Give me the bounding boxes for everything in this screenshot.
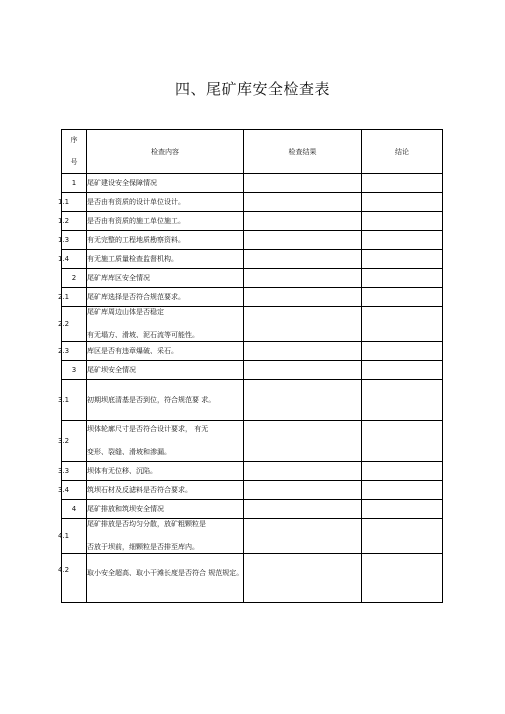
row-result-cell[interactable]: [244, 519, 362, 554]
table-row: [62, 250, 443, 269]
row-content-line-2: 否放于坝前，细颗粒是否排至库内。: [87, 543, 199, 551]
row-content: 库区是否有违章爆破、采石。: [87, 342, 244, 361]
row-number: 3.1: [58, 380, 83, 421]
row-content-line-1: 尾矿排放是否均匀分散，放矿粗颗粒是: [87, 520, 206, 528]
row-result-cell[interactable]: [244, 307, 362, 342]
table-row: [62, 462, 443, 481]
row-conclusion-cell[interactable]: [362, 288, 443, 307]
table-row: [62, 288, 443, 307]
row-result-cell[interactable]: [244, 193, 362, 212]
table-row: [62, 554, 443, 603]
row-content: 是否由有资质的设计单位设计。: [87, 193, 244, 212]
header-check-content: 检查内容: [87, 130, 244, 174]
row-number: 4.1: [58, 519, 83, 554]
row-number: 1.3: [58, 231, 83, 250]
row-conclusion-cell[interactable]: [362, 421, 443, 462]
row-result-cell[interactable]: [244, 250, 362, 269]
row-content-line-1: 尾矿库周边山体是否稳定: [87, 308, 164, 316]
table-row: [62, 481, 443, 500]
row-number: 2: [62, 269, 87, 288]
row-content: 尾矿排放和筑坝安全情况: [87, 500, 244, 519]
row-conclusion-cell[interactable]: [362, 554, 443, 603]
row-content-line-1: 坝体轮廓尺寸是否符合设计要求， 有无: [87, 425, 209, 433]
row-content: 尾矿建设安全保障情况: [87, 174, 244, 193]
row-number: 1.4: [58, 250, 83, 269]
page-title: 四、尾矿库安全检查表: [174, 80, 330, 98]
row-conclusion-cell[interactable]: [362, 500, 443, 519]
row-conclusion-cell[interactable]: [362, 481, 443, 500]
table-row: [62, 193, 443, 212]
row-number: 1.2: [58, 212, 83, 231]
safety-checklist-table: [58, 129, 443, 603]
row-conclusion-cell[interactable]: [362, 380, 443, 421]
header-conclusion: 结论: [362, 130, 443, 174]
row-conclusion-cell[interactable]: [362, 193, 443, 212]
row-conclusion-cell[interactable]: [362, 250, 443, 269]
table-row: [62, 212, 443, 231]
row-content: [87, 519, 244, 554]
row-content: 初期坝底清基是否到位，符合规范要 求。: [87, 380, 244, 421]
row-conclusion-cell[interactable]: [362, 307, 443, 342]
row-content: 取小安全超高、取小干滩长度是否符合 规范规定。: [87, 554, 244, 603]
table-row: [62, 231, 443, 250]
table-row: [62, 361, 443, 380]
header-serial-bottom: 号: [70, 158, 78, 166]
row-number: 3: [62, 361, 87, 380]
row-result-cell[interactable]: [244, 269, 362, 288]
row-number: 2.3: [58, 342, 83, 361]
header-serial-top: 序: [70, 136, 78, 144]
row-content: 有无完整的工程地质勘察资料。: [87, 231, 244, 250]
row-number: 2.2: [58, 307, 83, 342]
row-content: 尾矿库库区安全情况: [87, 269, 244, 288]
row-result-cell[interactable]: [244, 500, 362, 519]
row-result-cell[interactable]: [244, 462, 362, 481]
table-row: [62, 174, 443, 193]
row-number: 4: [62, 500, 87, 519]
row-number: 1: [62, 174, 87, 193]
row-conclusion-cell[interactable]: [362, 269, 443, 288]
table-row: [62, 500, 443, 519]
row-result-cell[interactable]: [244, 212, 362, 231]
row-content-line-2: 变形、裂缝、滑坡和渗漏。: [87, 448, 171, 456]
row-content-line-2: 有无塌方、滑坡、泥石流等可能性。: [87, 331, 199, 339]
table-row: [62, 342, 443, 361]
row-result-cell[interactable]: [244, 380, 362, 421]
row-content: 坝体有无位移、沉陷。: [87, 462, 244, 481]
row-number: 3.3: [58, 462, 83, 481]
row-number: 3.4: [58, 481, 83, 500]
row-conclusion-cell[interactable]: [362, 462, 443, 481]
table-row: [62, 380, 443, 421]
row-result-cell[interactable]: [244, 342, 362, 361]
row-conclusion-cell[interactable]: [362, 231, 443, 250]
row-content: 是否由有资质的施工单位施工。: [87, 212, 244, 231]
row-result-cell[interactable]: [244, 481, 362, 500]
row-number: 1.1: [58, 193, 83, 212]
row-number: 3.2: [58, 421, 83, 462]
row-content: [87, 421, 244, 462]
header-check-result: 检查结果: [244, 130, 362, 174]
row-number: 2.1: [58, 288, 83, 307]
row-content: 尾矿库选择是否符合规范要求。: [87, 288, 244, 307]
table-row: [62, 421, 443, 462]
table-header-row: [62, 130, 443, 174]
row-conclusion-cell[interactable]: [362, 361, 443, 380]
row-number: 4.2: [58, 554, 83, 603]
row-conclusion-cell[interactable]: [362, 174, 443, 193]
row-result-cell[interactable]: [244, 288, 362, 307]
row-content: [87, 307, 244, 342]
row-result-cell[interactable]: [244, 174, 362, 193]
row-content: 尾矿坝安全情况: [87, 361, 244, 380]
row-conclusion-cell[interactable]: [362, 212, 443, 231]
row-result-cell[interactable]: [244, 421, 362, 462]
row-conclusion-cell[interactable]: [362, 342, 443, 361]
table-row: [62, 307, 443, 342]
row-result-cell[interactable]: [244, 554, 362, 603]
row-content: 筑坝石材及反滤料是否符合要求。: [87, 481, 244, 500]
row-conclusion-cell[interactable]: [362, 519, 443, 554]
row-content: 有无施工质量检查监督机构。: [87, 250, 244, 269]
table-row: [62, 519, 443, 554]
table-row: [62, 269, 443, 288]
row-result-cell[interactable]: [244, 231, 362, 250]
row-result-cell[interactable]: [244, 361, 362, 380]
header-serial-number: [62, 130, 87, 174]
